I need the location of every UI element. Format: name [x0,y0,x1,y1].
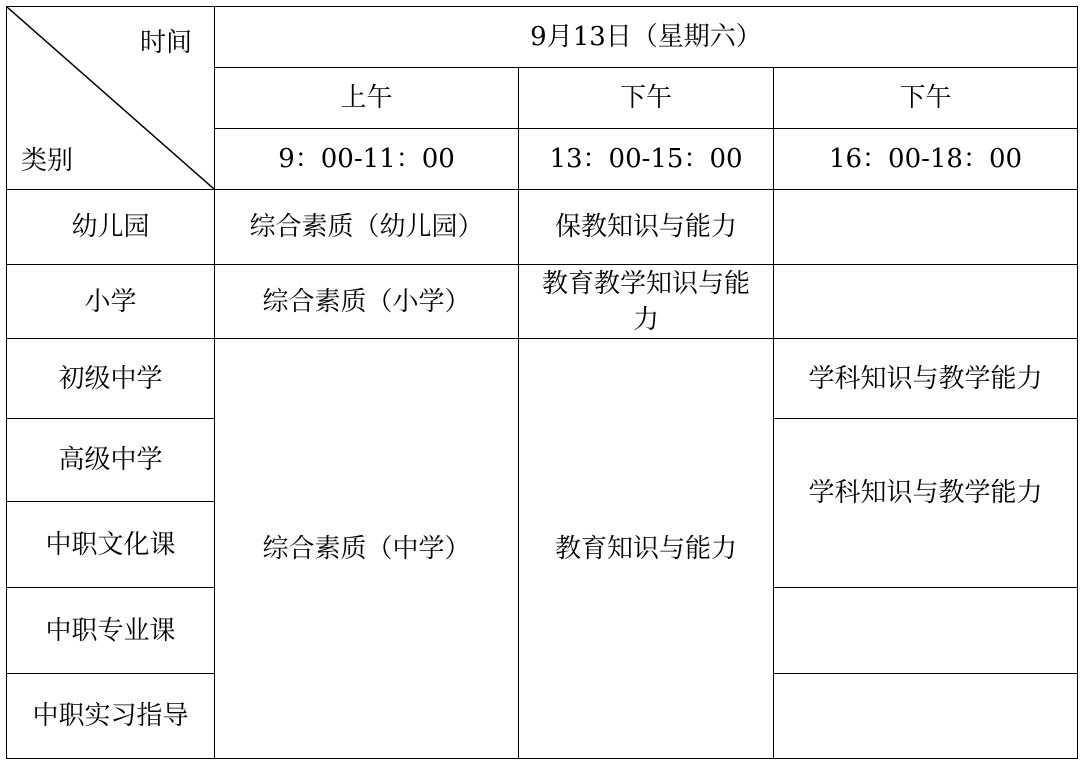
table-row [7,190,1078,265]
cell-primary-s1: 综合素质（小学） [215,265,519,339]
cell-secondary-s2: 教育知识与能力 [519,339,774,759]
session-3-label: 下午 [774,68,1078,129]
category-vocational-major: 中职专业课 [7,588,215,674]
table-row [7,265,1078,339]
cell-senior-vocational-s3-text: 学科知识与教学能力 [808,478,1043,508]
cell-kindergarten-s3 [774,190,1078,265]
session-3-time: 16：00-18：00 [774,129,1078,190]
cell-primary-s2-text: 教育教学知识与能力 [541,268,750,335]
cell-senior-vocational-s3 [774,419,1078,588]
category-senior-high: 高级中学 [7,419,215,502]
category-junior-high: 初级中学 [7,339,215,419]
corner-time-label: 时间 [139,28,192,58]
category-kindergarten: 幼儿园 [7,190,215,265]
exam-schedule-table [6,6,1078,759]
category-vocational-internship: 中职实习指导 [7,674,215,759]
cell-kindergarten-s2: 保教知识与能力 [519,190,774,265]
corner-header-cell [7,7,215,190]
session-1-label: 上午 [215,68,519,129]
date-header: 9月13日（星期六） [215,7,1078,68]
cell-vocational-internship-s3 [774,674,1078,759]
session-2-label: 下午 [519,68,774,129]
cell-secondary-s1: 综合素质（中学） [215,339,519,759]
table-row [7,339,1078,419]
cell-junior-high-s3: 学科知识与教学能力 [774,339,1078,419]
session-1-time: 9：00-11：00 [215,129,519,190]
cell-primary-s2 [519,265,774,339]
category-vocational-culture: 中职文化课 [7,502,215,588]
category-primary: 小学 [7,265,215,339]
corner-category-label: 类别 [21,146,74,176]
cell-kindergarten-s1: 综合素质（幼儿园） [215,190,519,265]
session-2-time: 13：00-15：00 [519,129,774,190]
cell-primary-s3 [774,265,1078,339]
cell-vocational-major-s3 [774,588,1078,674]
